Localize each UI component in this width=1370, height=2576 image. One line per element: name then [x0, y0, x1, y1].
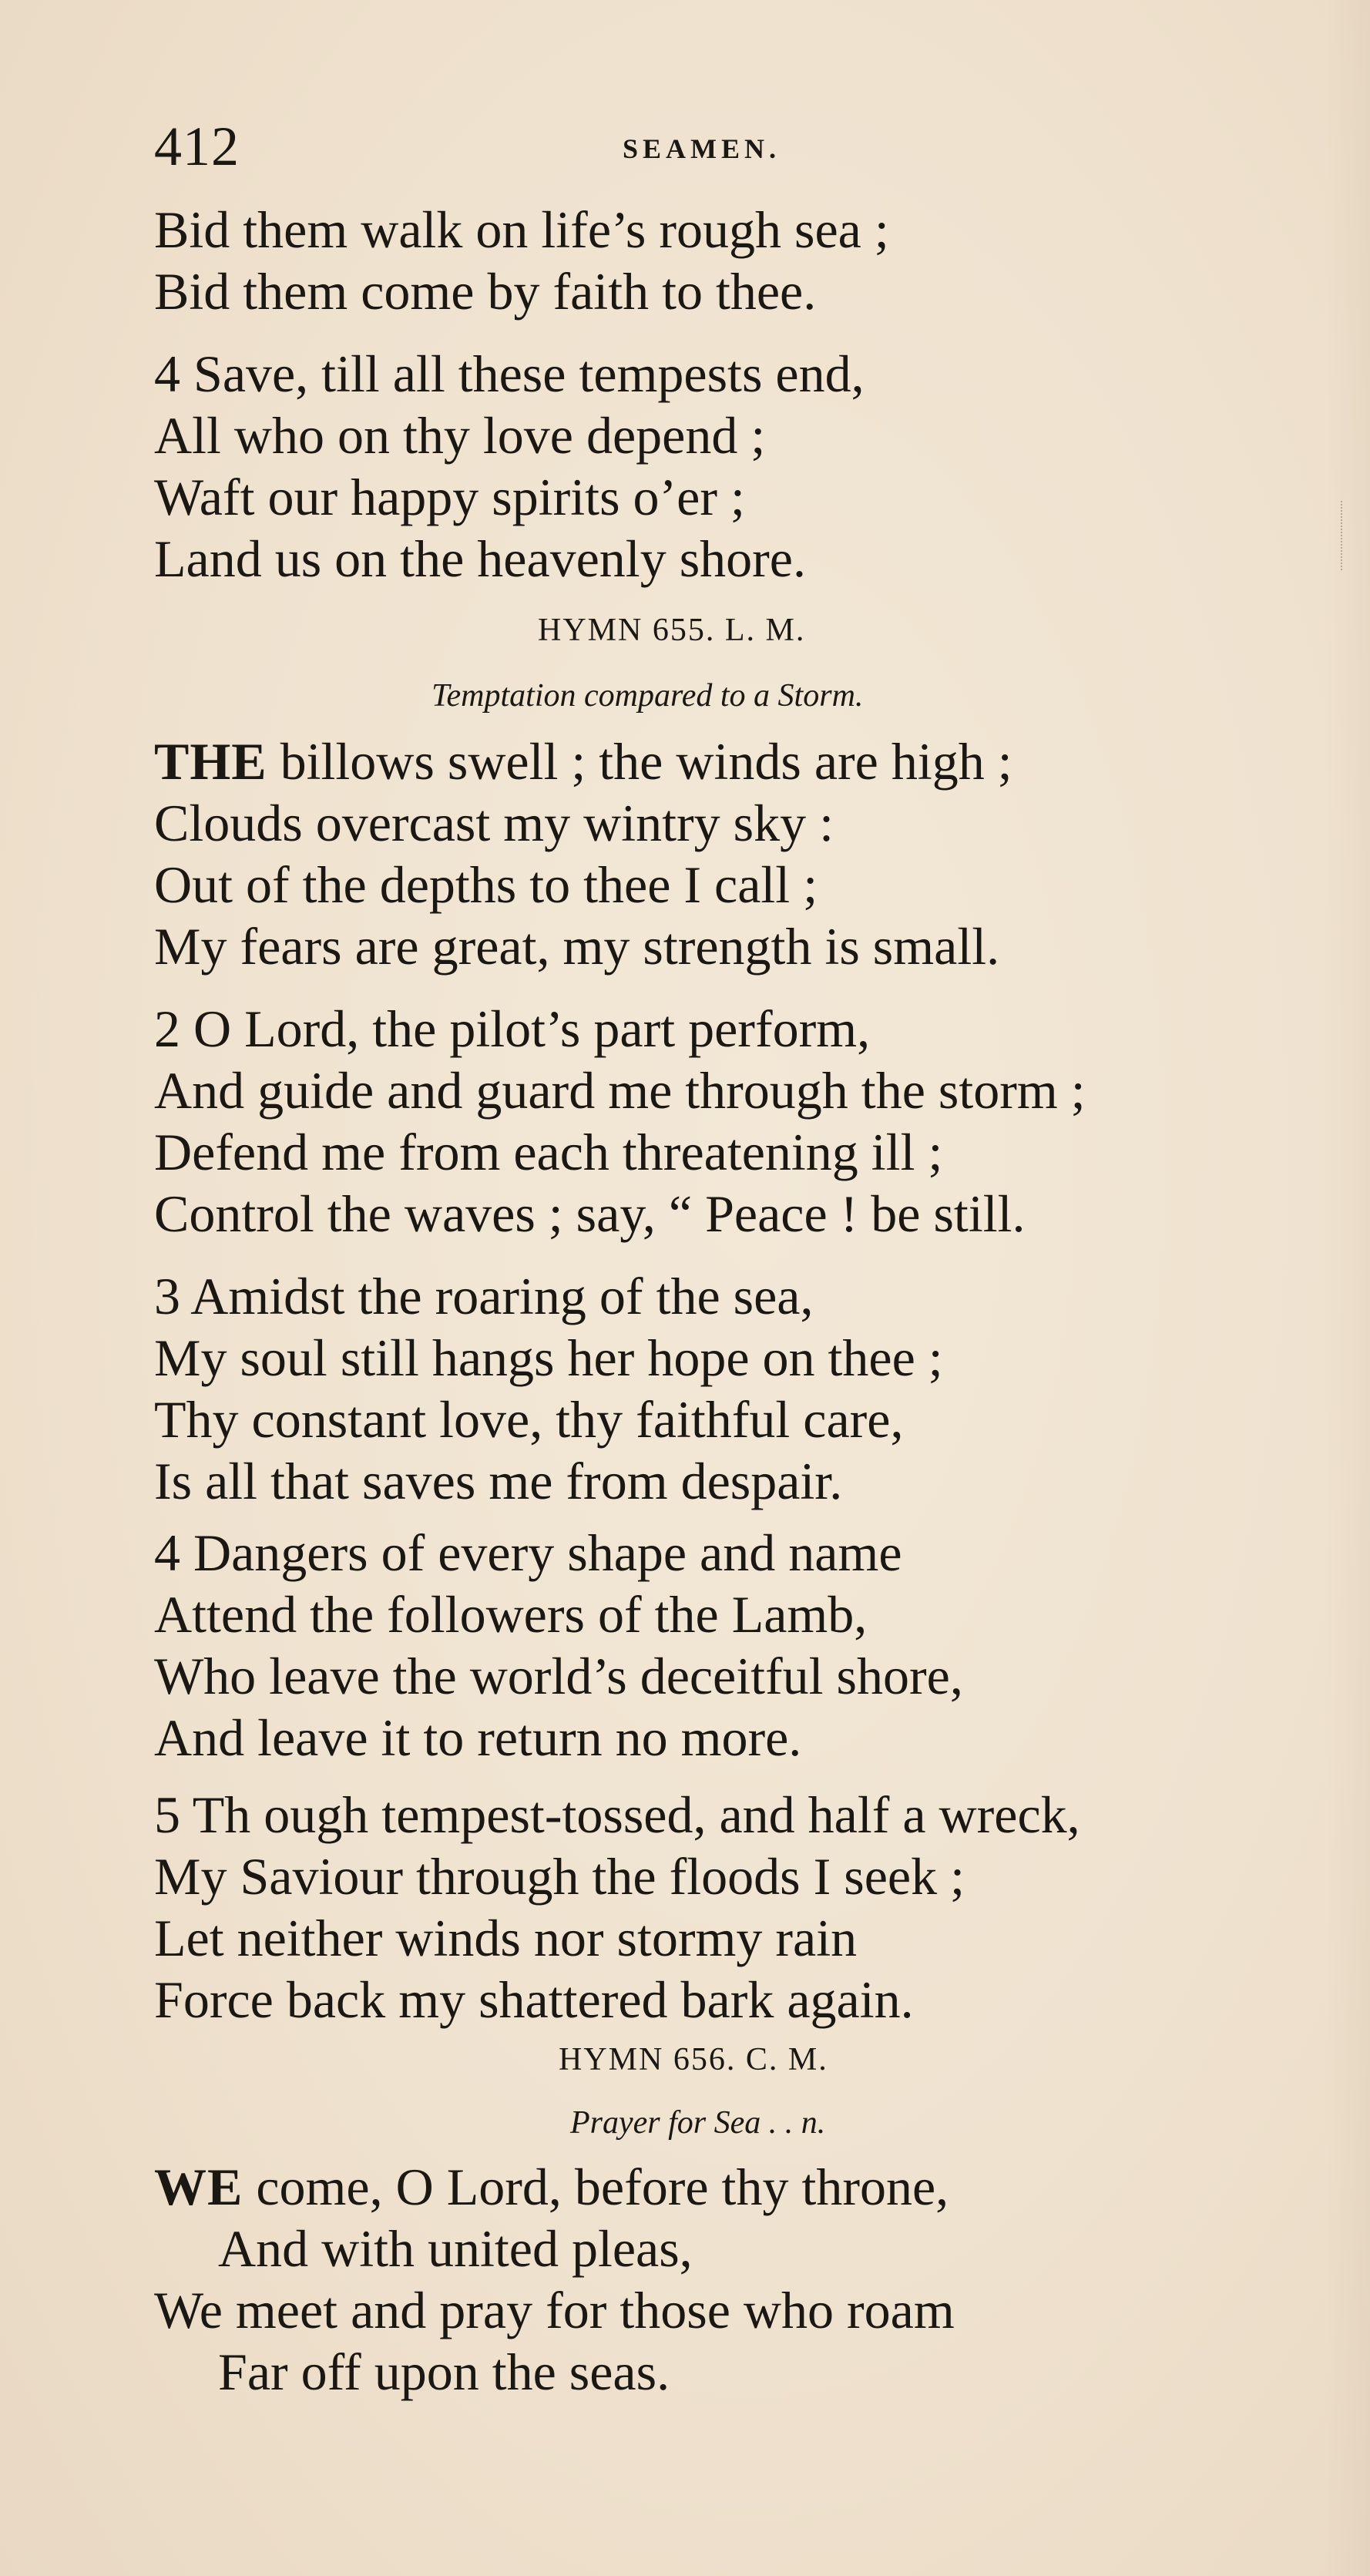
- running-head: SEAMEN.: [623, 133, 781, 164]
- verse-line: My soul still hangs her hope on thee ;: [154, 1328, 943, 1387]
- verse-line: Out of the depths to thee I call ;: [154, 855, 818, 914]
- page-header: [154, 116, 1217, 177]
- verse-line: 4 Save, till all these tempests end,: [154, 344, 865, 403]
- verse-line: 4 Dangers of every shape and name: [154, 1523, 902, 1582]
- verse-first-word: THE: [154, 732, 267, 791]
- verse-line: Attend the followers of the Lamb,: [154, 1585, 868, 1644]
- verse-line: Clouds overcast my wintry sky :: [154, 794, 834, 852]
- verse-line: Bid them come by faith to thee.: [154, 262, 817, 321]
- verse-line: Far off upon the seas.: [218, 2343, 670, 2401]
- hymn-subtitle: Prayer for Sea . . n.: [570, 2105, 826, 2141]
- verse-line: Let neither winds nor stormy rain: [154, 1909, 858, 1967]
- verse-line: And leave it to return no more.: [154, 1708, 802, 1767]
- verse-line: And with united pleas,: [218, 2219, 693, 2278]
- verse-line: Who leave the world’s deceitful shore,: [154, 1647, 963, 1705]
- margin-show-through-marks: [1341, 501, 1350, 570]
- verse-line: My fears are great, my strength is small.: [154, 917, 1000, 976]
- verse-line: All who on thy love depend ;: [154, 406, 766, 465]
- hymn-subtitle: Temptation compared to a Storm.: [431, 678, 864, 714]
- hymn-title: HYMN 656. C. M.: [559, 2042, 828, 2077]
- verse-line: Land us on the heavenly shore.: [154, 529, 806, 588]
- page-number: 412: [154, 116, 240, 177]
- verse-first-line-rest: come, O Lord, before thy throne,: [243, 2158, 949, 2216]
- verse-first-line: [154, 730, 1012, 792]
- verse-line: My Saviour through the floods I seek ;: [154, 1847, 965, 1906]
- verse-first-line-rest: billows swell ; the winds are high ;: [267, 732, 1012, 791]
- verse-line: And guide and guard me through the storm ;: [154, 1061, 1086, 1120]
- verse-line: Defend me from each threatening ill ;: [154, 1123, 943, 1181]
- verse-line: 5 Th ough tempest-tossed, and half a wreck,: [154, 1785, 1080, 1844]
- verse-first-word: WE: [154, 2158, 243, 2216]
- page-edge-shading: [1324, 0, 1370, 2576]
- verse-line: We meet and pray for those who roam: [154, 2281, 955, 2339]
- verse-first-line: [154, 2156, 949, 2218]
- verse-line: Force back my shattered bark again.: [154, 1970, 914, 2029]
- verse-line: 3 Amidst the roaring of the sea,: [154, 1267, 814, 1325]
- verse-line: Thy constant love, thy faithful care,: [154, 1390, 904, 1449]
- verse-line: Is all that saves me from despair.: [154, 1452, 843, 1510]
- verse-line: Bid them walk on life’s rough sea ;: [154, 200, 889, 259]
- verse-line: Waft our happy spirits o’er ;: [154, 468, 745, 526]
- hymn-title: HYMN 655. L. M.: [538, 613, 806, 648]
- verse-line: 2 O Lord, the pilot’s part perform,: [154, 999, 871, 1058]
- verse-line: Control the waves ; say, “ Peace ! be still.: [154, 1184, 1026, 1243]
